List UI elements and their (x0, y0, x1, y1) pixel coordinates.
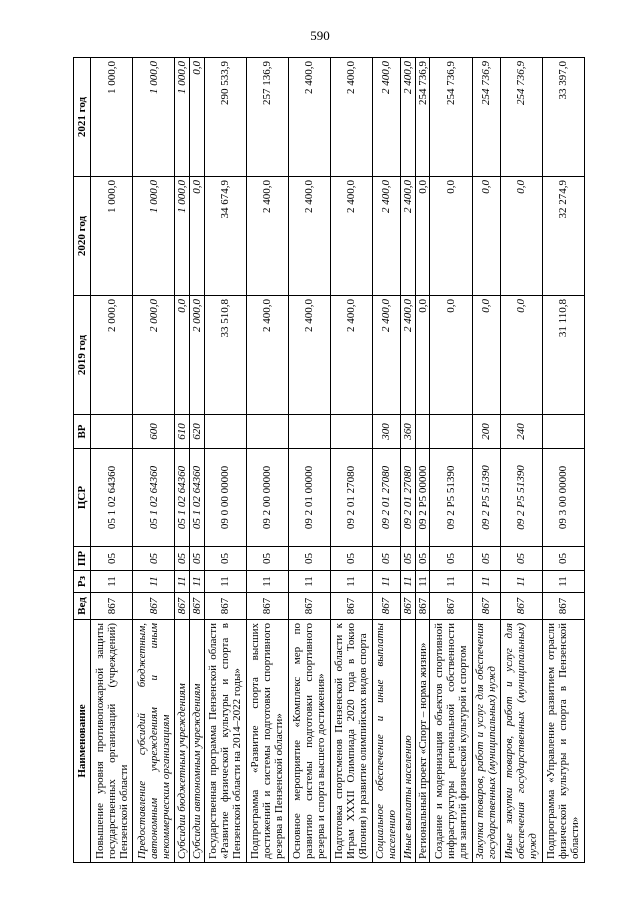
cell-y2019: 2 000,0 (189, 296, 204, 415)
cell-y2020: 2 400,0 (330, 177, 372, 296)
cell-vr (91, 415, 133, 449)
cell-y2019: 33 510,8 (204, 296, 246, 415)
cell-vr (246, 415, 288, 449)
cell-name: Субсидии автономным учреждениям (189, 620, 204, 863)
cell-y2021: 254 736,9 (415, 58, 430, 177)
table-header-row (74, 58, 91, 863)
table-row (204, 58, 246, 863)
table-row (400, 58, 415, 863)
cell-csr: 09 2 01 00000 (288, 449, 330, 547)
cell-name: Подготовка спортсменов Пензенской области к Играм XXXII Олимпиада 2020 года в Токио (Япония) и развитие олимпийских видов спорта (330, 620, 372, 863)
table-row (288, 58, 330, 863)
cell-name: Повышение уровня противопожарной защиты государственных организаций (учреждений) Пензенской области (91, 620, 133, 863)
cell-pr: 05 (372, 547, 400, 571)
cell-y2021: 254 736,9 (430, 58, 472, 177)
header-y2021: 2021 год (74, 58, 91, 177)
cell-ved: 867 (330, 593, 372, 620)
cell-y2021: 1 000,0 (175, 58, 190, 177)
budget-table-rotated (73, 58, 585, 863)
cell-vr (330, 415, 372, 449)
cell-pr: 05 (330, 547, 372, 571)
table-row (472, 58, 500, 863)
cell-y2019: 2 400,0 (288, 296, 330, 415)
cell-name: Социальное обеспечение и иные выплаты населению (372, 620, 400, 863)
cell-vr: 360 (400, 415, 415, 449)
cell-y2021: 33 397,0 (542, 58, 584, 177)
cell-name: Иные закупки товаров, работ и услуг для обеспечения государственных (муниципальных) нужд (500, 620, 542, 863)
cell-csr: 05 1 02 64360 (133, 449, 175, 547)
cell-name: Создание и модернизация объектов спортивной инфраструктуры региональной собственности для занятий физической культурой и спортом (430, 620, 472, 863)
cell-y2021: 0,0 (189, 58, 204, 177)
cell-y2021: 2 400,0 (330, 58, 372, 177)
cell-name: Подпрограмма «Развитие спорта высших достижений и системы подготовки спортивного резерва в Пензенской области» (246, 620, 288, 863)
cell-vr (430, 415, 472, 449)
cell-csr: 09 2 P5 00000 (415, 449, 430, 547)
cell-y2020: 0,0 (189, 177, 204, 296)
header-ved: Вед (74, 593, 91, 620)
table-row (91, 58, 133, 863)
cell-pr: 05 (500, 547, 542, 571)
table-body (91, 58, 585, 863)
cell-pr: 05 (472, 547, 500, 571)
cell-y2020: 0,0 (415, 177, 430, 296)
cell-ved: 867 (133, 593, 175, 620)
cell-y2020: 2 400,0 (372, 177, 400, 296)
cell-y2019: 31 110,8 (542, 296, 584, 415)
cell-y2020: 0,0 (500, 177, 542, 296)
cell-csr: 09 2 01 27080 (330, 449, 372, 547)
cell-ved: 867 (189, 593, 204, 620)
cell-vr: 300 (372, 415, 400, 449)
cell-y2019: 2 400,0 (330, 296, 372, 415)
cell-vr: 240 (500, 415, 542, 449)
header-csr: ЦСР (74, 449, 91, 547)
cell-rz: 11 (133, 571, 175, 593)
cell-csr: 09 0 00 00000 (204, 449, 246, 547)
cell-csr: 09 2 P5 51390 (472, 449, 500, 547)
cell-name: Региональный проект «Спорт – норма жизни» (415, 620, 430, 863)
cell-name: Субсидии бюджетным учреждениям (175, 620, 190, 863)
cell-rz: 11 (246, 571, 288, 593)
table-row (430, 58, 472, 863)
cell-y2019: 0,0 (472, 296, 500, 415)
cell-y2021: 254 736,9 (472, 58, 500, 177)
table-row (415, 58, 430, 863)
cell-rz: 11 (330, 571, 372, 593)
cell-csr: 09 3 00 00000 (542, 449, 584, 547)
cell-rz: 11 (288, 571, 330, 593)
cell-vr: 620 (189, 415, 204, 449)
cell-y2020: 1 000,0 (91, 177, 133, 296)
cell-ved: 867 (246, 593, 288, 620)
cell-y2019: 0,0 (175, 296, 190, 415)
header-y2020: 2020 год (74, 177, 91, 296)
cell-y2020: 1 000,0 (133, 177, 175, 296)
cell-csr: 09 2 P5 51390 (430, 449, 472, 547)
cell-y2021: 254 736,9 (500, 58, 542, 177)
table-row (175, 58, 190, 863)
cell-ved: 867 (400, 593, 415, 620)
cell-y2020: 0,0 (430, 177, 472, 296)
cell-y2021: 1 000,0 (133, 58, 175, 177)
cell-y2020: 0,0 (472, 177, 500, 296)
cell-name: Подпрограмма «Управление развитием отрасли физической культуры и спорта в Пензенской области» (542, 620, 584, 863)
cell-y2021: 257 136,9 (246, 58, 288, 177)
cell-y2021: 290 533,9 (204, 58, 246, 177)
cell-pr: 05 (288, 547, 330, 571)
cell-ved: 867 (500, 593, 542, 620)
cell-pr: 05 (189, 547, 204, 571)
cell-ved: 867 (542, 593, 584, 620)
cell-ved: 867 (204, 593, 246, 620)
cell-y2021: 2 400,0 (400, 58, 415, 177)
table-row (542, 58, 584, 863)
cell-y2019: 0,0 (430, 296, 472, 415)
cell-ved: 867 (372, 593, 400, 620)
cell-y2019: 2 000,0 (133, 296, 175, 415)
cell-y2021: 2 400,0 (288, 58, 330, 177)
cell-vr (288, 415, 330, 449)
cell-rz: 11 (91, 571, 133, 593)
cell-y2020: 32 274,9 (542, 177, 584, 296)
cell-rz: 11 (189, 571, 204, 593)
cell-y2019: 2 400,0 (400, 296, 415, 415)
cell-y2020: 1 000,0 (175, 177, 190, 296)
cell-y2020: 2 400,0 (288, 177, 330, 296)
cell-y2020: 2 400,0 (400, 177, 415, 296)
table-row (246, 58, 288, 863)
table-row (330, 58, 372, 863)
cell-ved: 867 (91, 593, 133, 620)
cell-rz: 11 (430, 571, 472, 593)
cell-y2020: 2 400,0 (246, 177, 288, 296)
cell-ved: 867 (288, 593, 330, 620)
table-row (372, 58, 400, 863)
cell-rz: 11 (372, 571, 400, 593)
cell-rz: 11 (175, 571, 190, 593)
cell-ved: 867 (472, 593, 500, 620)
cell-vr (542, 415, 584, 449)
header-rz: Рз (74, 571, 91, 593)
cell-y2021: 1 000,0 (91, 58, 133, 177)
cell-pr: 05 (91, 547, 133, 571)
cell-y2019: 2 400,0 (372, 296, 400, 415)
cell-pr: 05 (430, 547, 472, 571)
cell-csr: 09 2 01 27080 (372, 449, 400, 547)
cell-csr: 05 1 02 64360 (189, 449, 204, 547)
cell-ved: 867 (175, 593, 190, 620)
budget-table (73, 57, 585, 863)
cell-csr: 05 1 02 64360 (175, 449, 190, 547)
cell-rz: 11 (500, 571, 542, 593)
cell-y2019: 0,0 (500, 296, 542, 415)
page-number: 590 (310, 28, 330, 43)
table-row (500, 58, 542, 863)
cell-y2020: 34 674,9 (204, 177, 246, 296)
cell-y2019: 2 400,0 (246, 296, 288, 415)
cell-pr: 05 (415, 547, 430, 571)
cell-name: Закупка товаров, работ и услуг для обеспечения государственных (муниципальных) нужд (472, 620, 500, 863)
cell-vr: 600 (133, 415, 175, 449)
cell-pr: 05 (542, 547, 584, 571)
cell-vr (204, 415, 246, 449)
table-row (133, 58, 175, 863)
cell-name: Иные выплаты населению (400, 620, 415, 863)
cell-csr: 09 2 00 00000 (246, 449, 288, 547)
cell-rz: 11 (472, 571, 500, 593)
cell-pr: 05 (246, 547, 288, 571)
cell-ved: 867 (430, 593, 472, 620)
header-pr: ПР (74, 547, 91, 571)
cell-vr: 200 (472, 415, 500, 449)
cell-csr: 05 1 02 64360 (91, 449, 133, 547)
cell-csr: 09 2 01 27080 (400, 449, 415, 547)
cell-pr: 05 (204, 547, 246, 571)
cell-vr (415, 415, 430, 449)
cell-name: Государственная программа Пензенской области «Развитие физической культуры и спорта в Пензенской области на 2014–2022 годы» (204, 620, 246, 863)
cell-rz: 11 (400, 571, 415, 593)
cell-rz: 11 (204, 571, 246, 593)
cell-rz: 11 (542, 571, 584, 593)
cell-rz: 11 (415, 571, 430, 593)
cell-pr: 05 (175, 547, 190, 571)
cell-csr: 09 2 P5 51390 (500, 449, 542, 547)
cell-y2021: 2 400,0 (372, 58, 400, 177)
header-name: Наименование (74, 620, 91, 863)
cell-vr: 610 (175, 415, 190, 449)
cell-pr: 05 (400, 547, 415, 571)
header-y2019: 2019 год (74, 296, 91, 415)
table-row (189, 58, 204, 863)
cell-ved: 867 (415, 593, 430, 620)
cell-pr: 05 (133, 547, 175, 571)
cell-y2019: 0,0 (415, 296, 430, 415)
cell-y2019: 2 000,0 (91, 296, 133, 415)
cell-name: Предоставление субсидий бюджетным, автономным учреждениям и иным некоммерческим организациям (133, 620, 175, 863)
cell-name: Основное мероприятие «Комплекс мер по развитию системы подготовки спортивного резерва и спорта высшего достижения» (288, 620, 330, 863)
header-vr: ВР (74, 415, 91, 449)
